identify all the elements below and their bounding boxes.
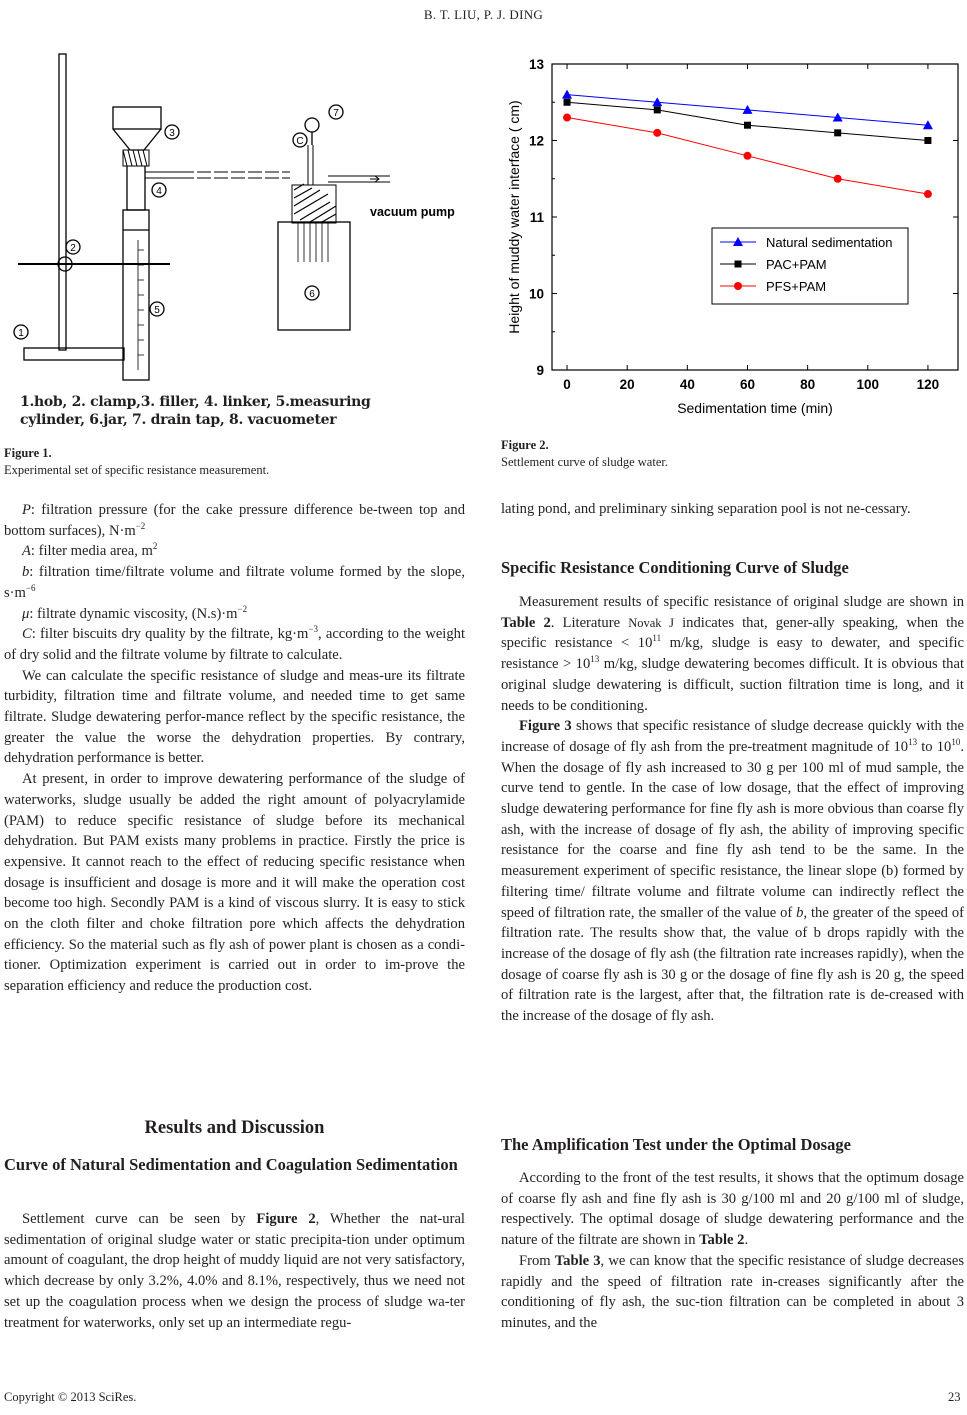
fig1-label-3: 3 (169, 128, 175, 139)
x-tick-label: 60 (739, 377, 755, 392)
data-point-series-2 (563, 114, 571, 122)
fig1-label-7: 7 (333, 108, 339, 119)
footer-copyright: Copyright © 2013 SciRes. (4, 1390, 137, 1404)
data-point-series-2 (924, 190, 932, 198)
paragraph-table3: From Table 3, we can know that the specific resistance of sludge decreases rapidly and the speed of filtration rate in-creases significantly after the conditioning of fly ash, the suc-tion filtration can be completed in about 3 minutes, and the (501, 1252, 964, 1331)
fig1-label-1: 1 (18, 328, 24, 339)
definition-mu: μ: filtrate dynamic viscosity, $(N.s)\cdot m^{-2}$ (22, 603, 248, 622)
right-column-bottom (501, 1168, 964, 1334)
figure1-caption-title: Figure 1. (4, 446, 52, 460)
x-tick-label: 100 (856, 377, 880, 392)
paragraph-settlement-curve: Settlement curve can be seen by Figure 2, Whether the nat-ural sedimentation of original sludge water or static precipita-tion under optimum amount of coagulant, the drop height of muddy liquid are not very satisfactory, which decrease by only 3.2%, 4.0% and 8.1%, respectively, thus we need not set up the coagulation process when we design the process of sludge wa-ter treatment for waterworks, only set up an intermediate regu- (4, 1211, 465, 1331)
legend-entry: Natural sedimentation (766, 235, 893, 250)
running-head: B. T. LIU, P. J. DING (423, 7, 544, 22)
data-point-series-1 (654, 106, 661, 113)
paragraph-optimum-dosage: According to the front of the test results, it shows that the optimum dosage of coarse fly ash and fine fly ash is 30 g/100 ml and 20 g/100 ml of sludge, respectively. The optimal dosage of sludge dewatering performance and the nature of the filtrate are shown in Table 2. (501, 1170, 964, 1249)
heading-amplification-test: The Amplification Test under the Optimal Dosage (501, 1135, 851, 1154)
paragraph-pam-problems: At present, in order to improve dewatering performance of the sludge of waterworks, sludge usually be added the right amount of polyacrylamide (PAM) to reduce specific resistance of sludge before its mechanical dehydration. But PAM exists many problems in practice. Firstly the price is expensive. It cannot reach to the effect of reducing specific resistance when dosage is insufficient and dosage is more and it will make the operation cost become too high. Secondly PAM is a kind of viscous slurry. It is easy to stick on the cloth filter and choke filtration pore which affects the dehydration efficiency. So the material such as fly ash of power plant is chosen as a condi-tioner. Optimization experiment is carried out in order to im-prove the separation efficiency and reduce the production cost. (4, 771, 465, 995)
figure1-apparatus-diagram (10, 50, 470, 440)
section-heading-results: Results and Discussion (144, 1118, 325, 1138)
left-column-results-body (4, 1209, 465, 1333)
y-tick-label: 11 (529, 210, 544, 225)
x-tick-label: 20 (619, 377, 635, 392)
fig1-legend-line2: cylinder, 6.jar, 7. drain tap, 8. vacuometer (20, 412, 337, 428)
x-axis-label: Sedimentation time (min) (677, 400, 833, 416)
data-point-series-1 (924, 137, 931, 144)
figure2-settlement-chart (500, 50, 965, 435)
definition-c: C: filter biscuits dry quality by the filtrate, $kg\cdot m^{-3}$, according to the weight of dry solid and the filtrate volume by filtrate to calculate. (4, 624, 465, 663)
fig1-label-5: 5 (154, 305, 160, 316)
heading-specific-resistance: Specific Resistance Conditioning Curve of Sludge (501, 558, 849, 577)
data-point-series-2 (743, 152, 751, 160)
paragraph-figure3: Figure 3 shows that specific resistance of sludge decrease quickly with the increase of dosage of fly ash from the pre-treatment magnitude of $10^{13}$ to $10^{10}$. When the dosage of fly ash increased to 30 g per 100 ml of mud sample, the curve tend to gentle. In the case of low dosage, that the effect of improving sludge dewatering performance for fine fly ash is more obvious than coarse fly ash, with the increase of dosage of fly ash, the ability of improving specific resistance for the coarse and fine fly ash tend to be the same. In the measurement experiment of specific resistance, the linear slope (b) formed by filtering time/ filtrate volume and filtrate volume can indirectly reflect the speed of filtration rate, the smaller of the value of b, the greater of the speed of filtration rate. The results show that, the value of b drops rapidly with the increase of the dosage of fly ash (the filtration rate increases rapidly), when the dosage of coarse fly ash is 30 g or the dosage of fine fly ash is 20 g, the speed of filtration rate is the largest, after that, the filtration rate is de-creased with the increase of the dosage of fly ash. (501, 718, 964, 1025)
right-column-top (501, 499, 964, 520)
y-tick-label: 13 (528, 57, 544, 72)
figure2-caption-title: Figure 2. (501, 438, 549, 452)
fig1-label-2: 2 (70, 243, 76, 254)
y-tick-label: 9 (536, 363, 544, 378)
y-tick-label: 10 (528, 286, 544, 302)
data-point-series-1 (564, 99, 571, 106)
fig1-vacuum-pump-label: vacuum pump (370, 205, 455, 219)
data-point-series-2 (834, 175, 842, 183)
plot-frame (552, 64, 958, 370)
subheading-natural-sedimentation: Curve of Natural Sedimentation and Coagulation Sedimentation (4, 1155, 458, 1174)
fig1-label-4: 4 (156, 186, 162, 197)
x-tick-label: 0 (563, 377, 571, 392)
right-column-body (501, 592, 964, 1027)
fig1-legend-line1: 1.hob, 2. clamp,3. filler, 4. linker, 5.measuring (20, 394, 371, 410)
x-tick-label: 80 (800, 377, 816, 392)
data-point-series-1 (834, 129, 841, 136)
data-point-series-1 (744, 122, 751, 129)
legend-marker (735, 261, 742, 268)
definition-a: A: filter media area, $m^2$ (22, 541, 158, 560)
legend-marker (734, 282, 742, 290)
paragraph-continuation: lating pond, and preliminary sinking separation pool is not ne-cessary. (501, 501, 911, 517)
y-axis-label: Height of muddy water interface ( cm) (506, 100, 522, 334)
paragraph-specific-resistance: We can calculate the specific resistance of sludge and meas-ure its filtrate turbidity, filtration time and filtrate volume, and needed time to get same filtrate. Sludge dewatering perfor-mance reflect by the specific resistance, the greater the value the worse the dehydration properties. By contrary, dehydration performance is better. (4, 667, 465, 767)
figure2-caption-text: Settlement curve of sludge water. (501, 455, 668, 469)
y-tick-label: 12 (528, 133, 544, 149)
legend-entry: PFS+PAM (766, 279, 827, 294)
paragraph-original-sludge: Measurement results of specific resistance of original sludge are shown in Table 2. Literature Novak J indicates that, gener-ally speaking, when the specific resistance < $10^{11}$ m/kg, sludge is easy to dewater, and specific resistance > $10^{13}$ m/kg, sludge dewatering becomes difficult. It is obvious that original sludge dewatering is difficult, suction filtration time is long, and it needs to be conditioning. (501, 594, 965, 714)
data-point-series-0 (562, 90, 572, 99)
x-tick-label: 120 (916, 377, 940, 392)
figure1-caption-text: Experimental set of specific resistance measurement. (4, 463, 270, 477)
x-tick-label: 40 (679, 377, 695, 392)
footer-page-number: 23 (948, 1390, 961, 1404)
data-point-series-2 (653, 129, 661, 137)
definition-b: b: filtration time/filtrate volume and filtrate volume formed by the slope, $s\cdot m^{-6}$ (4, 564, 465, 601)
left-column-body (4, 500, 465, 997)
legend-entry: PAC+PAM (766, 257, 827, 272)
fig1-label-6: 6 (309, 289, 315, 300)
fig1-label-c: C (296, 136, 304, 147)
definition-p: P: filtration pressure (for the cake pressure difference be-tween top and bottom surfaces), $N\cdot m^{-2}$ (4, 502, 465, 539)
